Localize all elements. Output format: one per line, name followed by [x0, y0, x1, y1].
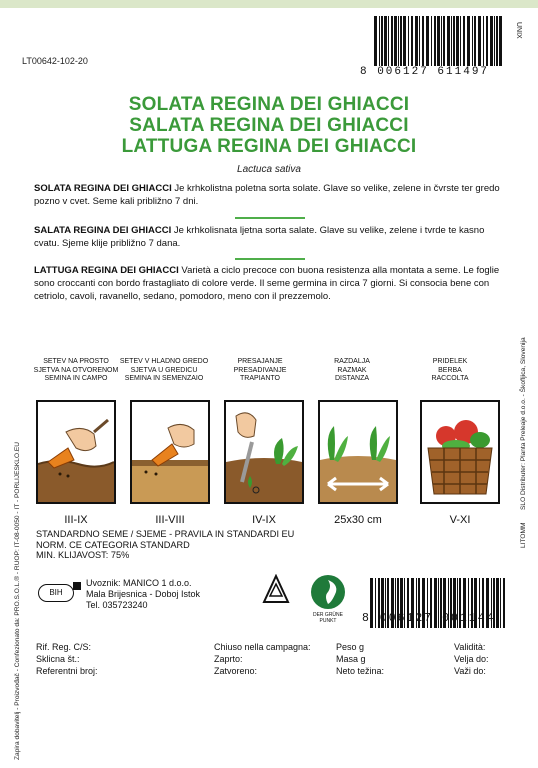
description-text: Varietà a ciclo precoce con buona resistenza alla montata a seme. Le foglie sono croccanti con bordo frastagliato di colore verde. Il seme germina in circa 7 giorni. Si consocia bene con cetriolo, cavoli, ravanello, sedano, pomodoro, meno con il prezzemolo. [34, 265, 500, 302]
description-slo [34, 182, 512, 208]
icon-label-text: PRIDELEK BERBA RACCOLTA [431, 358, 469, 382]
icon-label-text: PRESAJANJE PRESADIVANJE TRAPIANTO [233, 358, 287, 382]
sowing-open-field-icon [36, 400, 116, 504]
footer-label: Chiuso nella campagna: [214, 642, 311, 652]
barcode-bar [437, 16, 440, 66]
footer-col-validity [454, 641, 489, 677]
footer-label: Masa g [336, 654, 366, 664]
barcode-bar [415, 16, 418, 66]
description-hr [34, 224, 512, 250]
importer-line: Tel. 035723240 [86, 600, 148, 610]
description-title: SOLATA REGINA DEI GHIACCI [34, 183, 172, 194]
title-slo: SOLATA REGINA DEI GHIACCI [128, 94, 410, 115]
barcode-bar [441, 16, 442, 66]
barcode-bars [370, 578, 506, 614]
barcode-bar [490, 16, 493, 66]
barcode-bar [388, 16, 389, 66]
importer-line: Mala Brijesnica - Doboj Istok [86, 589, 201, 599]
barcode-bar [456, 16, 459, 66]
barcode-bar [483, 16, 484, 66]
barcode-digits: 8 006127 611497 [360, 66, 490, 78]
icon-label-sowing-seedbed [118, 358, 210, 384]
barcode-bar [447, 16, 450, 66]
icon-label-transplanting [214, 358, 306, 384]
barcode-bar [453, 16, 455, 66]
divider [235, 217, 305, 219]
footer-col-closed [214, 641, 311, 677]
barcode-bar [400, 16, 402, 66]
spacing-icon [318, 400, 398, 504]
footer-label: Velja do: [454, 654, 489, 664]
footer-label: Zatvoreno: [214, 666, 258, 676]
footer-label: Rif. Reg. C/S: [36, 642, 92, 652]
latin-name: Lactuca sativa [237, 164, 301, 175]
icon-label-sowing-open [30, 358, 122, 384]
unix-label: UNIX [515, 22, 522, 39]
left-vertical-text: Zapira dobavitelj - Proizvođač - Confezionato da: PRO.S.O.L.® - RUOP: IT-08-0050 - IT - PORLIJESKLO.EU [14, 441, 21, 760]
barcode-bars [374, 16, 502, 66]
barcode-digits: 8 006127 001144 [362, 612, 496, 625]
seed-standard [36, 529, 294, 561]
product-titles [0, 94, 538, 157]
description-title: SALATA REGINA DEI GHIACCI [34, 225, 172, 236]
footer-label: Važi do: [454, 666, 486, 676]
barcode-bar [426, 16, 429, 66]
right-vertical-text-1: SLO Distributer: Planta Preleaje d.o.o. - Škofljica, Slovenija [520, 337, 527, 510]
months-sowing-seedbed: III-VIII [155, 514, 185, 526]
barcode-bar [419, 16, 420, 66]
standard-line: NORM. CE CATEGORIA STANDARD [36, 539, 190, 550]
description-text: Je krhkolisnata ljetna sorta salate. Glave su velike, zelene i tvrde te kasno cvatu. Sjeme klije približno 7 dana. [34, 225, 485, 249]
months-harvest: V-XI [449, 514, 471, 526]
barcode-bar [496, 16, 498, 66]
months-sowing-open: III-IX [64, 514, 88, 526]
sowing-seedbed-icon [130, 400, 210, 504]
footer-col-weight [336, 641, 384, 677]
barcode-bar [499, 16, 502, 66]
barcode-bar [379, 16, 380, 66]
barcode-bar [394, 16, 397, 66]
footer-label: Zaprto: [214, 654, 243, 664]
bih-badge: BIH [38, 584, 74, 602]
barcode-bar [474, 16, 476, 66]
barcode-bar [486, 16, 488, 66]
barcode-bar [434, 16, 436, 66]
title-it: LATTUGA REGINA DEI GHIACCI [121, 136, 417, 157]
footer-label: Neto težina: [336, 666, 385, 676]
footer-label: Peso g [336, 642, 365, 652]
icon-label-text: SETEV NA PROSTO SJETVA NA OTVORENOM SEMINA IN CAMPO [33, 358, 119, 382]
divider [235, 258, 305, 260]
icon-label-harvest [404, 358, 496, 384]
footer-label: Sklicna št.: [36, 654, 80, 664]
description-title: LATTUGA REGINA DEI GHIACCI [34, 265, 179, 276]
barcode-bar [460, 16, 461, 66]
icon-label-spacing [306, 358, 398, 384]
barcode-bar [494, 16, 495, 66]
footer-label: Referentni broj: [36, 666, 98, 676]
spacing-value: 25x30 cm [334, 514, 382, 526]
barcode-bar [411, 16, 413, 66]
icon-label-text: SETEV V HLADNO GREDO SJETVA U GREDICU SEMINA IN SEMENZAIO [119, 358, 209, 382]
harvest-basket-icon [420, 400, 500, 504]
barcode-top [360, 14, 518, 80]
barcode-bar [467, 16, 470, 66]
green-dot-text: DER GRÜNE PUNKT [312, 612, 343, 624]
barcode-bar [431, 16, 432, 66]
barcode-bar [381, 16, 383, 66]
barcode-bar [374, 16, 377, 66]
barcode-bar [398, 16, 399, 66]
barcode-bottom [362, 578, 512, 628]
footer-col-reference [36, 641, 98, 677]
icon-label-text: RAZDALJA RAZMAK DISTANZA [334, 358, 370, 382]
importer-line: Uvoznik: MANICO 1 d.o.o. [86, 578, 192, 588]
barcode-bar [408, 16, 409, 66]
recycle-icon [262, 574, 290, 606]
barcode-bar [422, 16, 424, 66]
footer-label: Validità: [454, 642, 486, 652]
standard-line: STANDARDNO SEME / SJEME - PRAVILA IN STANDARDI EU [36, 529, 295, 539]
barcode-bar [391, 16, 393, 66]
barcode-bar [443, 16, 445, 66]
right-vertical-text-2: LITOMM [520, 522, 527, 548]
months-transplanting: IV-IX [252, 514, 276, 526]
barcode-bar [403, 16, 406, 66]
barcode-bar [384, 16, 387, 66]
description-text: Je krhkolistna poletna sorta solate. Glave so velike, zelene in čvrste ter gredo pozno v cvet. Seme kali približno 7 dni. [34, 183, 500, 207]
barcode-bar [472, 16, 473, 66]
description-it [34, 264, 512, 303]
standard-line: MIN. KLIJAVOST: 75% [36, 550, 130, 560]
barcode-bar [478, 16, 481, 66]
phone-icon [72, 578, 82, 588]
top-banner-strip [0, 0, 538, 8]
transplanting-icon [224, 400, 304, 504]
lot-code: LT00642-102-20 [22, 56, 88, 66]
green-dot-icon [310, 574, 346, 610]
barcode-bar [463, 16, 465, 66]
title-hr: SALATA REGINA DEI GHIACCI [129, 115, 409, 136]
importer-info [86, 578, 200, 611]
barcode-bar [451, 16, 452, 66]
